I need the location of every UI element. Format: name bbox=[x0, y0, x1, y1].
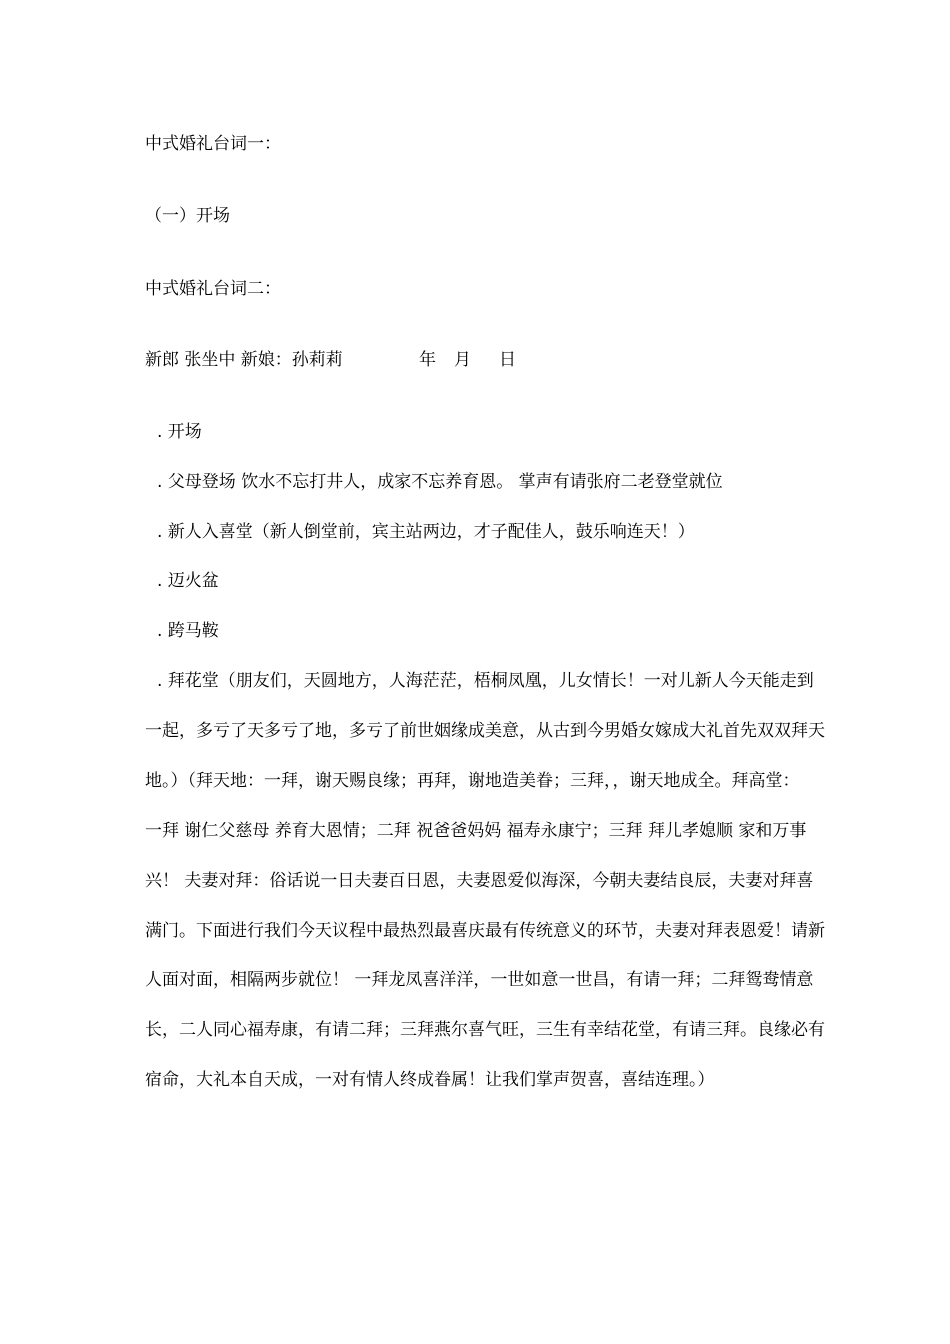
heading-two: 中式婚礼台词二： bbox=[145, 279, 281, 299]
list-item: . 跨马鞍 bbox=[157, 621, 219, 641]
paragraph-line: 一起，多亏了天多亏了地，多亏了前世姻缘成美意，从古到今男婚女嫁成大礼首先双双拜天 bbox=[145, 721, 825, 741]
paragraph-line: . 拜花堂（朋友们，天圆地方，人海茫茫，梧桐凤凰，儿女情长！一对儿新人今天能走到 bbox=[157, 671, 814, 691]
date-month: 月 bbox=[454, 350, 471, 370]
paragraph-line: 地。）（拜天地：一拜，谢天赐良缘；再拜，谢地造美眷；三拜，，谢天地成全。拜高堂： bbox=[145, 771, 800, 791]
date-day: 日 bbox=[499, 350, 516, 370]
couple-line: 新郎 张坐中 新娘：孙莉莉 bbox=[145, 350, 343, 370]
list-item: . 新人入喜堂（新人倒堂前，宾主站两边，才子配佳人，鼓乐响连天！） bbox=[157, 522, 695, 542]
paragraph-line: 长，二人同心福寿康，有请二拜；三拜燕尔喜气旺，三生有幸结花堂，有请三拜。良缘必有 bbox=[145, 1020, 825, 1040]
section-opening: （一）开场 bbox=[145, 206, 230, 226]
paragraph-line: 宿命，大礼本自天成，一对有情人终成眷属！让我们掌声贺喜，喜结连理。） bbox=[145, 1070, 715, 1090]
list-item: . 父母登场 饮水不忘打井人，成家不忘养育恩。 掌声有请张府二老登堂就位 bbox=[157, 472, 723, 492]
paragraph-line: 满门。下面进行我们今天议程中最热烈最喜庆最有传统意义的环节，夫妻对拜表恩爱！请新 bbox=[145, 921, 825, 941]
paragraph-line: 人面对面，相隔两步就位！ 一拜龙凤喜洋洋，一世如意一世昌，有请一拜；二拜鸳鸯情意 bbox=[145, 970, 814, 990]
list-item: . 迈火盆 bbox=[157, 571, 219, 591]
list-item: . 开场 bbox=[157, 422, 202, 442]
date-year: 年 bbox=[419, 350, 436, 370]
paragraph-line: 一拜 谢仁父慈母 养育大恩情；二拜 祝爸爸妈妈 福寿永康宁；三拜 拜儿孝媳顺 家和万事 bbox=[145, 821, 807, 841]
heading-one: 中式婚礼台词一： bbox=[145, 134, 281, 154]
ceremony-paragraph bbox=[145, 669, 825, 1090]
paragraph-line: 兴！ 夫妻对拜：俗话说一日夫妻百日恩，夫妻恩爱似海深，今朝夫妻结良辰，夫妻对拜喜 bbox=[145, 871, 814, 891]
